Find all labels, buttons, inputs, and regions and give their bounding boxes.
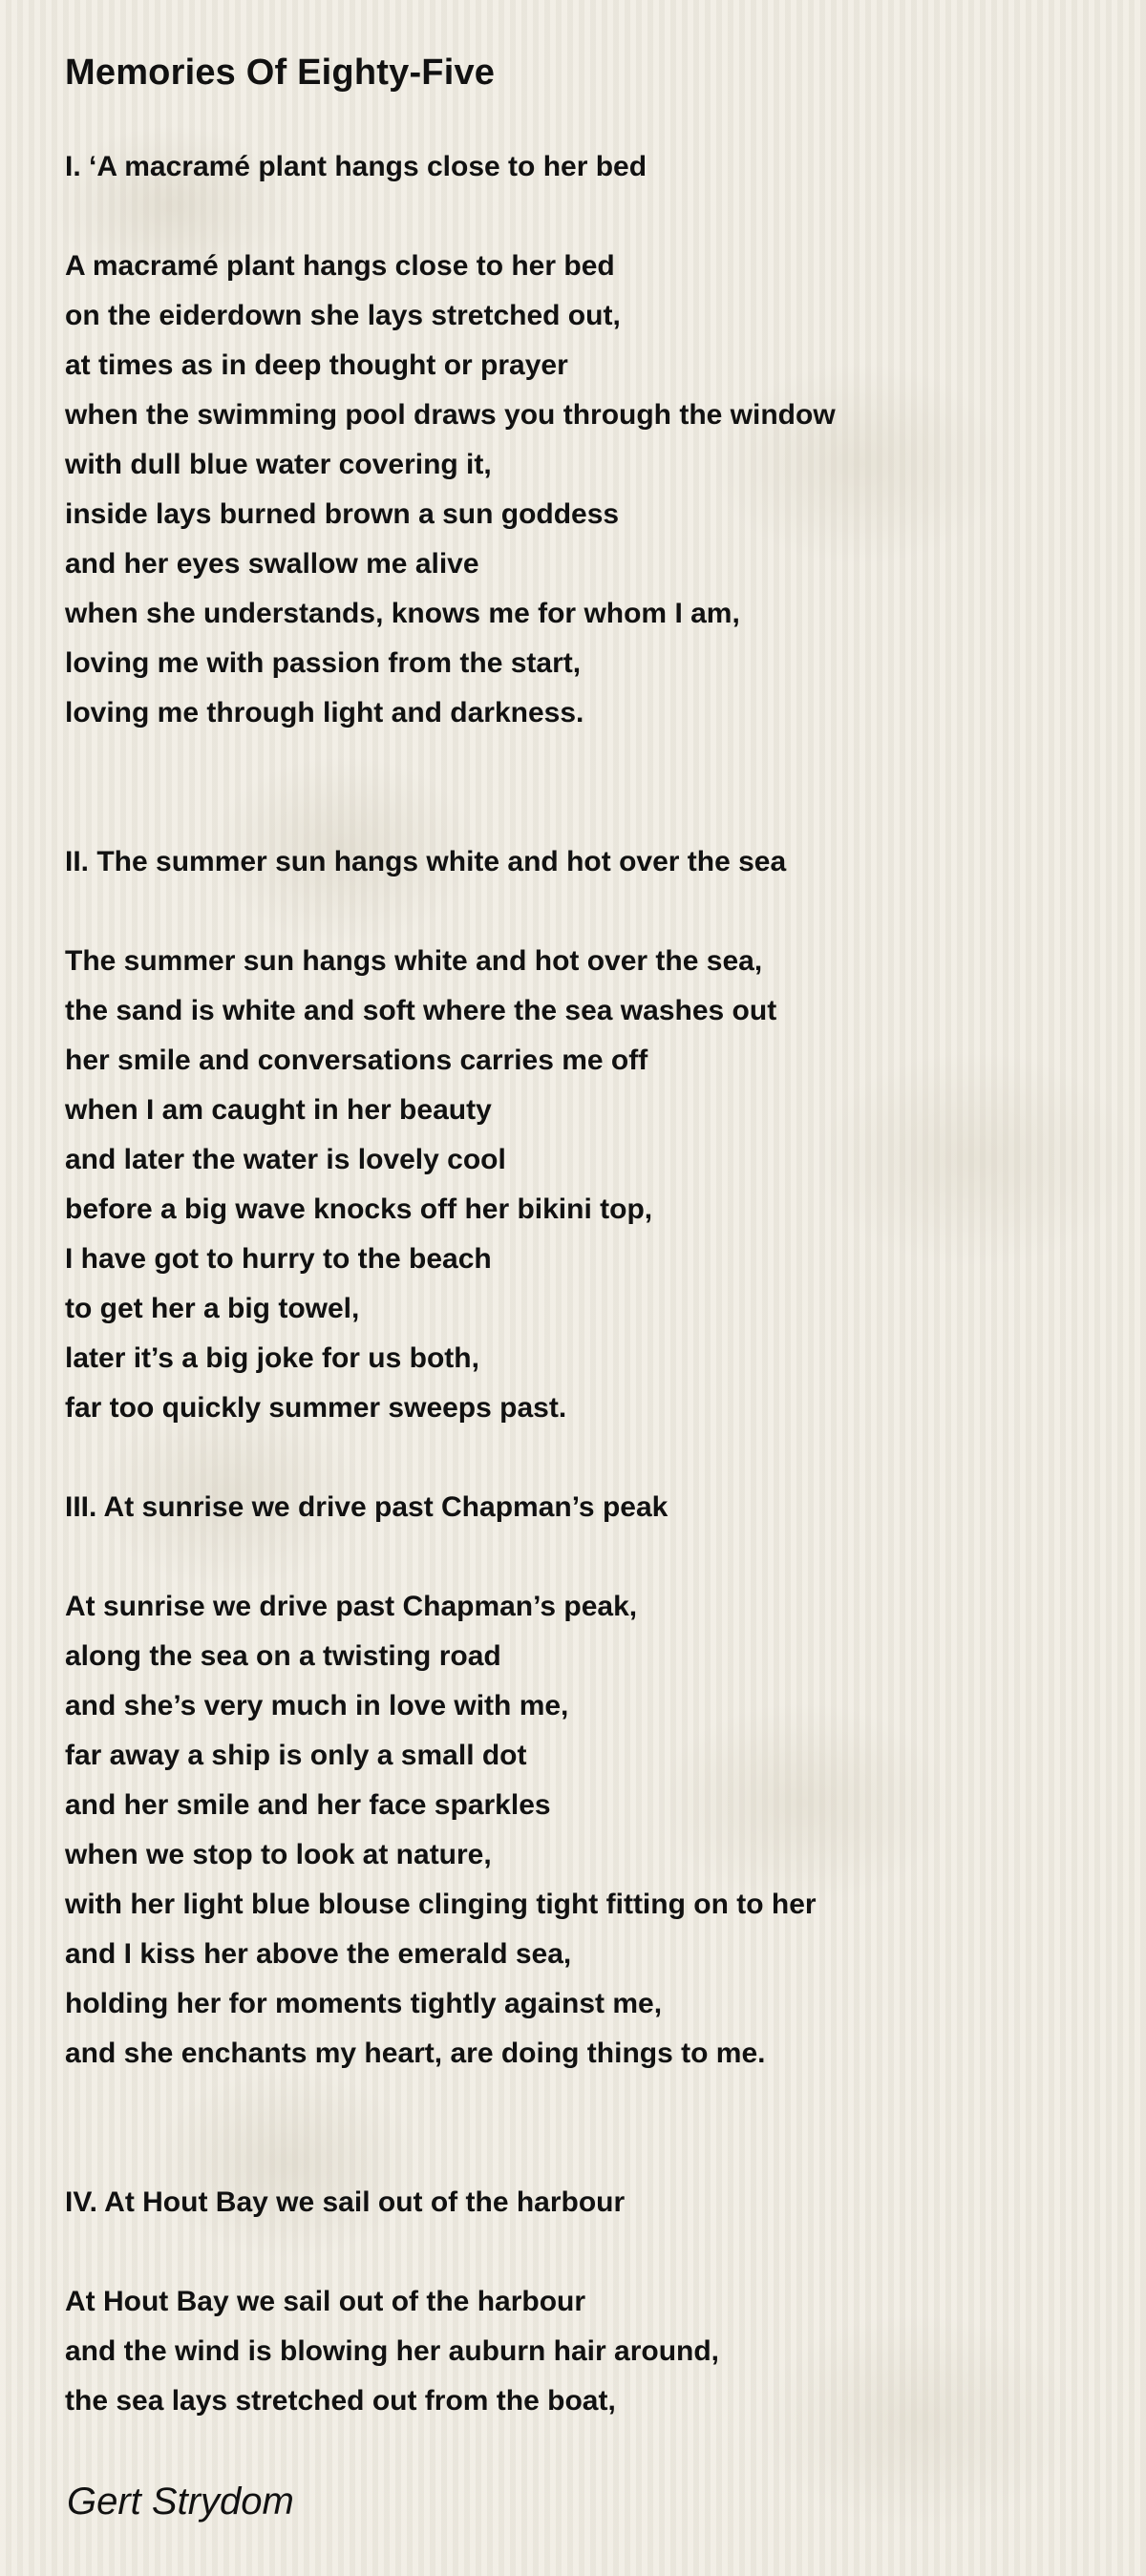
poem-line: III. At sunrise we drive past Chapman’s peak [65,1491,668,1523]
blank-line [65,738,1096,788]
poem-line: along the sea on a twisting road [65,1640,501,1672]
blank-line [65,2228,1096,2277]
poem-line: IV. At Hout Bay we sail out of the harbour [65,2186,626,2218]
poem-line: when the swimming pool draws you through the window [65,399,836,431]
author-name: Gert Strydom [67,2481,294,2523]
poem-line: inside lays burned brown a sun goddess [65,498,620,530]
blank-line [65,887,1096,937]
poem-line: and she enchants my heart, are doing things to me. [65,2038,766,2069]
poem-line: and her smile and her face sparkles [65,1789,551,1821]
poem-page [65,50,1096,2426]
poem-line: loving me with passion from the start, [65,647,582,679]
poem-line: The summer sun hangs white and hot over the sea, [65,945,763,977]
poem-line: when I am caught in her beauty [65,1094,492,1126]
poem-line: A macramé plant hangs close to her bed [65,250,615,282]
poem-line: and her eyes swallow me alive [65,548,479,580]
poem-line: the sea lays stretched out from the boat, [65,2385,616,2417]
blank-line [65,788,1096,837]
poem-body [65,142,1096,2426]
poem-line: and I kiss her above the emerald sea, [65,1938,572,1970]
blank-line [65,2079,1096,2128]
blank-line [65,1433,1096,1483]
poem-line: at times as in deep thought or prayer [65,349,568,381]
poem-line: I have got to hurry to the beach [65,1243,492,1275]
poem-line: when she understands, knows me for whom I am, [65,598,740,629]
poem-line: when we stop to look at nature, [65,1839,492,1870]
poem-line: At sunrise we drive past Chapman’s peak, [65,1591,638,1622]
poem-line: before a big wave knocks off her bikini top, [65,1193,653,1225]
poem-line: far too quickly summer sweeps past. [65,1392,567,1424]
poem-line: to get her a big towel, [65,1293,360,1324]
blank-line [65,2128,1096,2178]
poem-title: Memories Of Eighty-Five [65,53,496,93]
poem-line: and she’s very much in love with me, [65,1690,569,1721]
blank-line [65,192,1096,242]
poem-line: and later the water is lovely cool [65,1144,506,1175]
poem-line: with her light blue blouse clinging tight fitting on to her [65,1889,817,1920]
poem-line: far away a ship is only a small dot [65,1740,527,1771]
poem-line: and the wind is blowing her auburn hair around, [65,2335,720,2367]
poem-line: holding her for moments tightly against me, [65,1988,663,2019]
poem-line: her smile and conversations carries me off [65,1045,648,1076]
poem-line: the sand is white and soft where the sea washes out [65,995,777,1026]
poem-line: later it’s a big joke for us both, [65,1342,479,1374]
poem-line: II. The summer sun hangs white and hot over the sea [65,846,787,877]
blank-line [65,1532,1096,1582]
poem-line: At Hout Bay we sail out of the harbour [65,2286,586,2317]
poem-line: with dull blue water covering it, [65,449,492,480]
poem-line: on the eiderdown she lays stretched out, [65,300,621,331]
poem-line: loving me through light and darkness. [65,697,584,728]
poem-line: I. ‘A macramé plant hangs close to her bed [65,151,647,182]
